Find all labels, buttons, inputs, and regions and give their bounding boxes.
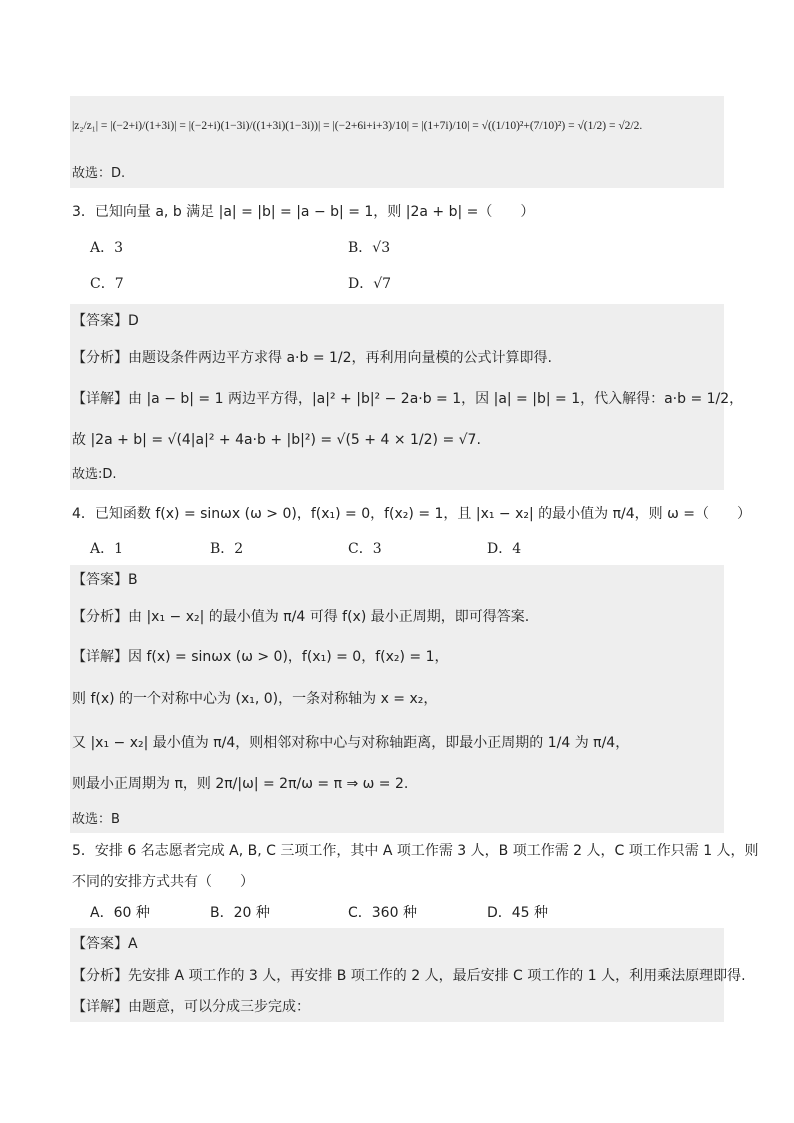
q5-answer-line — [72, 934, 724, 954]
answer-tag: 【答案】 — [72, 936, 128, 952]
q4-option-d: D．4 — [487, 541, 522, 557]
q5-answer-value: A — [128, 936, 138, 952]
q3-detail-line-2: 故 |2a + b| = √(4|a|² + 4a·b + |b|²) = √(5 + 4 × 1/2) = √7. — [72, 432, 481, 448]
q3-option-d: D．√7 — [348, 276, 392, 292]
q4-detail-text-1: 因 f(x) = sinωx (ω > 0)，f(x₁) = 0，f(x₂) = 1， — [128, 649, 449, 665]
q5-option-d: D．45 种 — [487, 905, 549, 921]
prev-formula: |z₂/z₁| = |(−2+i)/(1+3i)| = |(−2+i)(1−3i)/((1+3i)(1−3i))| = |(−2+6i+i+3)/10| = |(1+7i)/10| = √((1/10)²+(7/10)²) = √(1/2) = √2/2. — [72, 120, 643, 132]
q3-answer-line — [72, 311, 724, 331]
q4-option-c: C．3 — [348, 541, 382, 557]
q4-option-b: B．2 — [210, 541, 244, 557]
q4-detail-line-3: 又 |x₁ − x₂| 最小值为 π/4，则相邻对称中心与对称轴距离，即最小正周期的 1/4 为 π/4， — [72, 735, 630, 751]
q5-analysis-text: 先安排 A 项工作的 3 人，再安排 B 项工作的 2 人，最后安排 C 项工作的 1 人，利用乘法原理即得. — [128, 968, 746, 984]
q4-stem: 4．已知函数 f(x) = sinωx (ω > 0)，f(x₁) = 0，f(x₂) = 1，且 |x₁ − x₂| 的最小值为 π/4，则 ω =（ ） — [72, 506, 752, 522]
q3-option-c: C．7 — [90, 276, 124, 292]
answer-tag: 【答案】 — [72, 572, 128, 588]
prev-choice: 故选：D. — [72, 166, 126, 181]
q5-option-a: A．60 种 — [90, 905, 150, 921]
q5-detail-text-1: 由题意，可以分成三步完成： — [128, 999, 310, 1015]
q5-option-c: C．360 种 — [348, 905, 417, 921]
q4-answer-line — [72, 570, 724, 590]
q4-analysis-text: 由 |x₁ − x₂| 的最小值为 π/4 可得 f(x) 最小正周期，即可得答案. — [128, 609, 530, 625]
answer-tag: 【答案】 — [72, 313, 128, 329]
q4-option-a: A．1 — [90, 541, 124, 557]
q4-answer-value: B — [128, 572, 138, 588]
q3-option-a: A．3 — [90, 240, 124, 256]
q5-detail-line-1 — [72, 997, 724, 1017]
q3-detail-line-1 — [72, 389, 744, 409]
analysis-tag: 【分析】 — [72, 609, 128, 625]
analysis-tag: 【分析】 — [72, 968, 128, 984]
q5-analysis-line — [72, 966, 746, 986]
q3-answer-value: D — [128, 313, 139, 329]
q3-stem: 3．已知向量 a, b 满足 |a| = |b| = |a − b| = 1，则 |2a + b| =（ ） — [72, 204, 535, 220]
q3-option-b: B．√3 — [348, 240, 391, 256]
detail-tag: 【详解】 — [72, 649, 128, 665]
detail-tag: 【详解】 — [72, 999, 128, 1015]
q3-analysis-line — [72, 348, 724, 368]
q4-detail-line-4: 则最小正周期为 π，则 2π/|ω| = 2π/ω = π ⇒ ω = 2. — [72, 776, 409, 792]
analysis-tag: 【分析】 — [72, 350, 128, 366]
q5-stem-line-2: 不同的安排方式共有（ ） — [72, 874, 254, 890]
q4-analysis-line — [72, 607, 724, 627]
q4-detail-line-2: 则 f(x) 的一个对称中心为 (x₁, 0)，一条对称轴为 x = x₂， — [72, 691, 438, 707]
q3-analysis-text: 由题设条件两边平方求得 a·b = 1/2，再利用向量模的公式计算即得. — [128, 350, 552, 366]
q5-option-b: B．20 种 — [210, 905, 270, 921]
q3-detail-text-1: 由 |a − b| = 1 两边平方得，|a|² + |b|² − 2a·b = 1，因 |a| = |b| = 1，代入解得：a·b = 1/2， — [128, 391, 744, 407]
q3-choice: 故选:D. — [72, 467, 117, 482]
q4-detail-line-1 — [72, 647, 724, 667]
detail-tag: 【详解】 — [72, 391, 128, 407]
q4-choice: 故选：B — [72, 812, 120, 827]
q5-stem-line-1: 5．安排 6 名志愿者完成 A, B, C 三项工作，其中 A 项工作需 3 人，B 项工作需 2 人，C 项工作只需 1 人，则 — [72, 843, 759, 859]
